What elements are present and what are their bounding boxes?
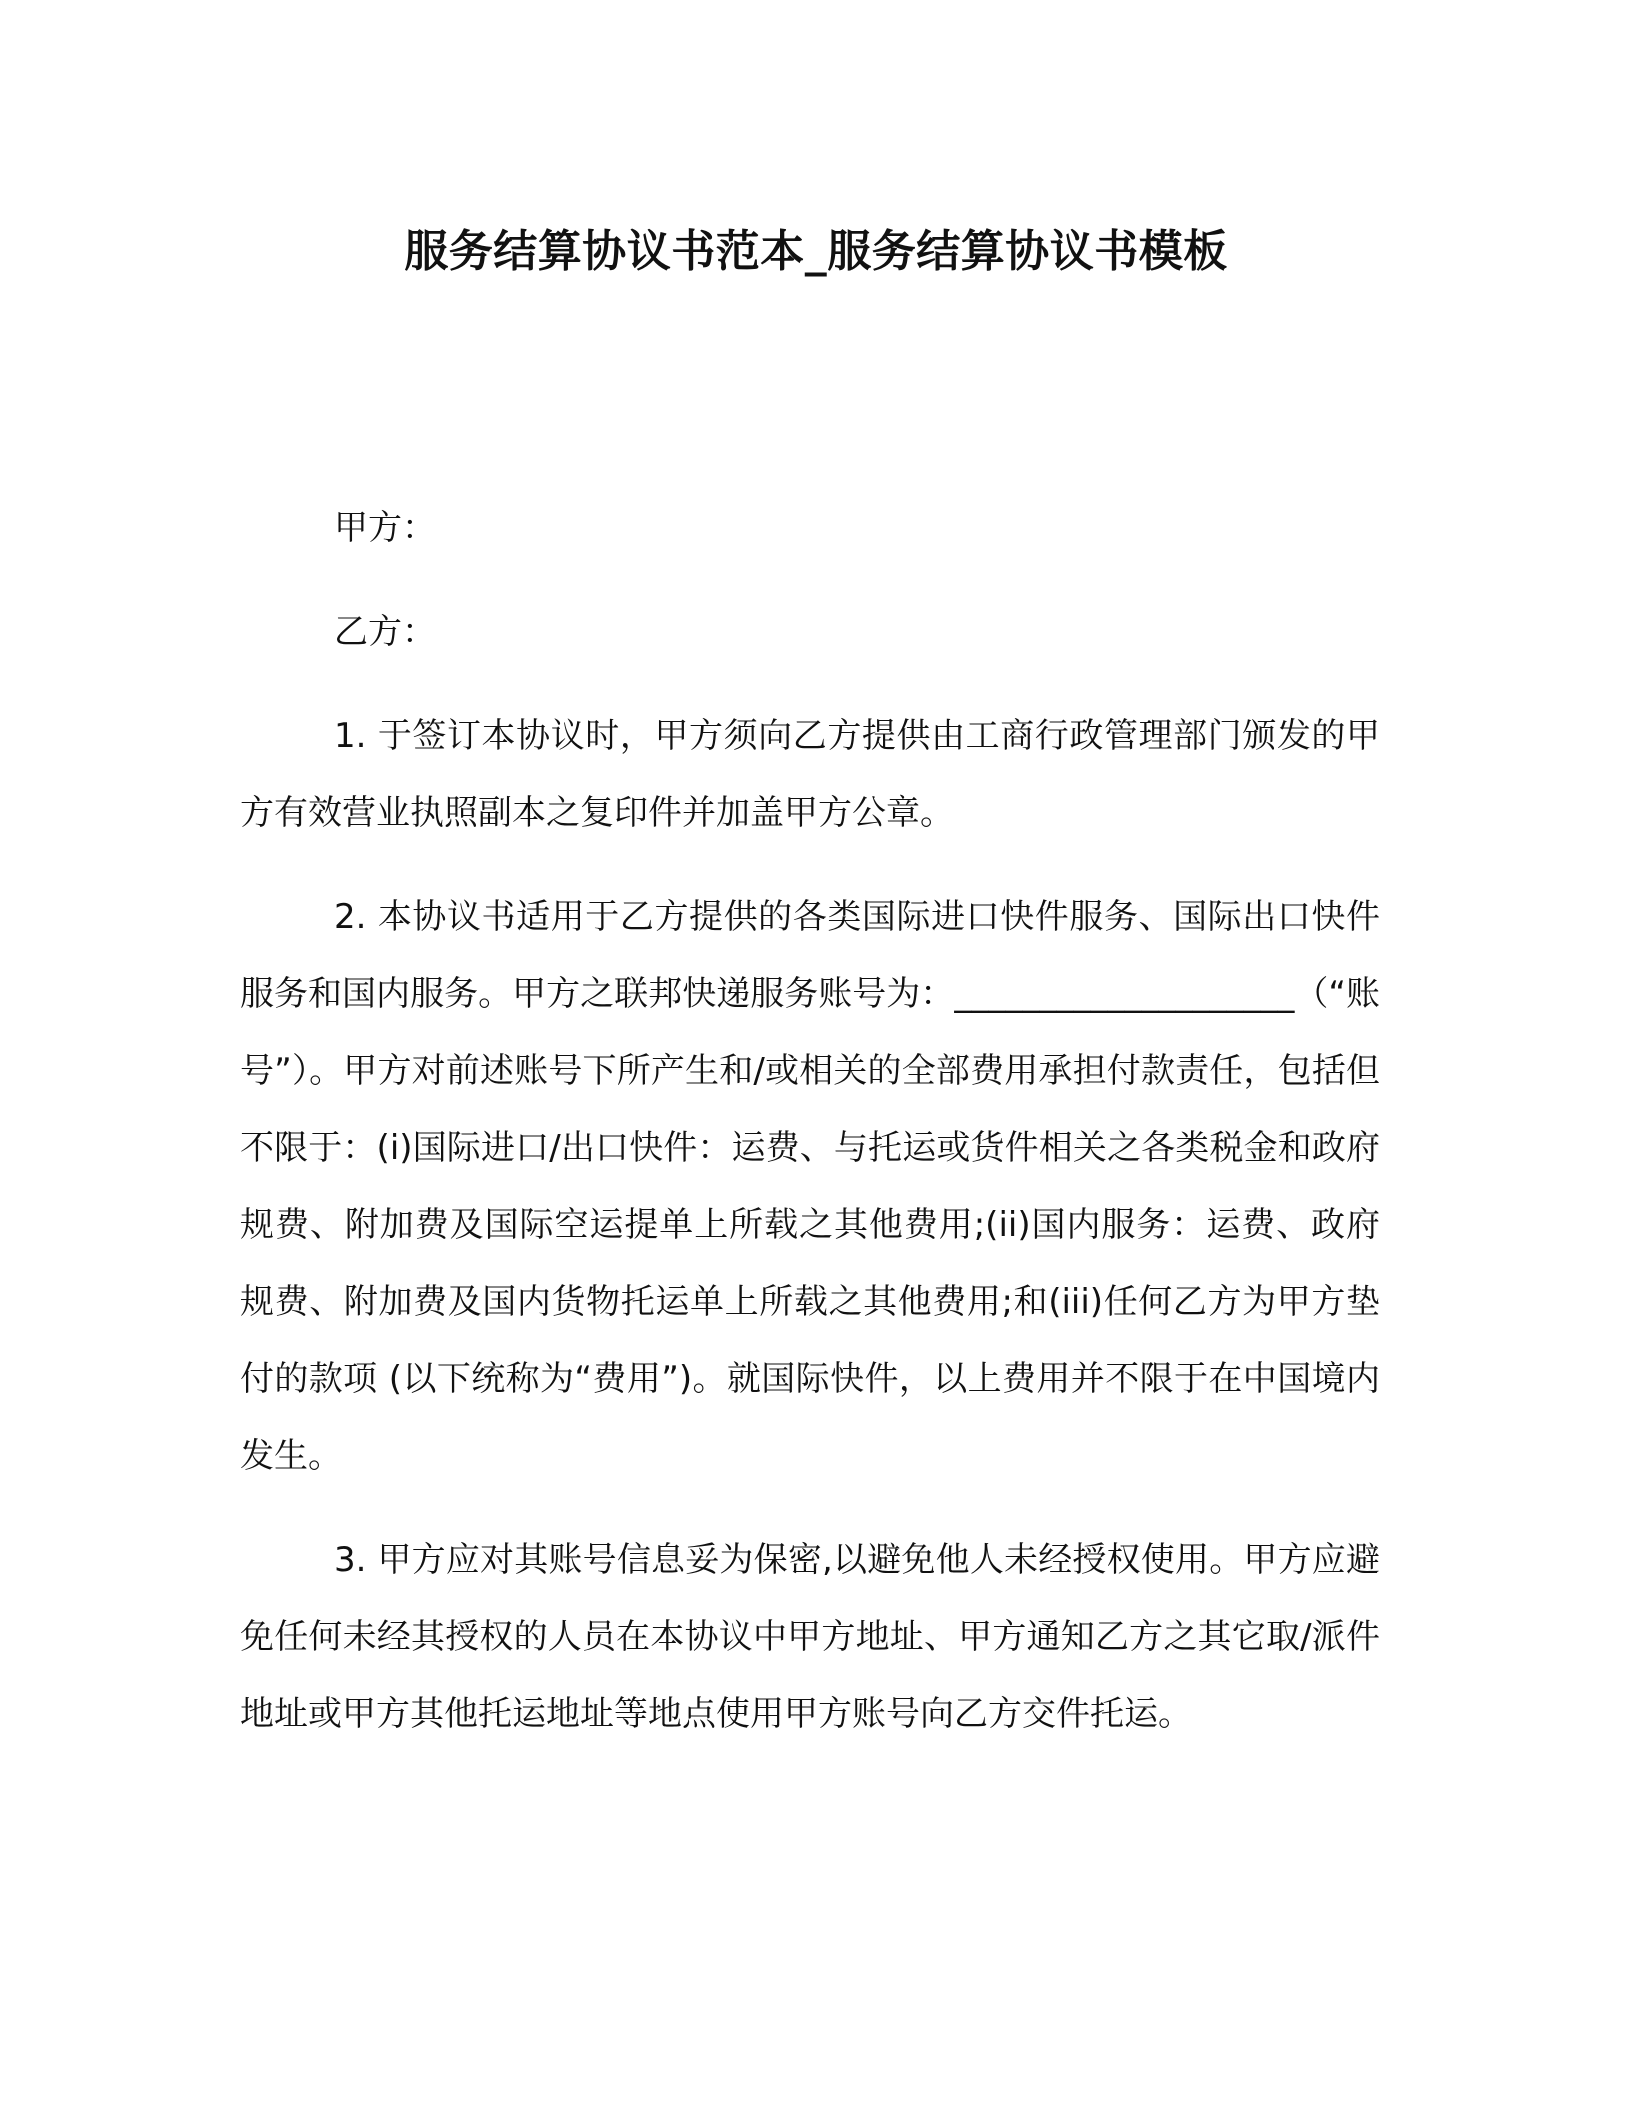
clause-1: 1. 于签订本协议时，甲方须向乙方提供由工商行政管理部门颁发的甲方有效营业执照副本之复印件并加盖甲方公章。 bbox=[240, 716, 1380, 833]
document-body bbox=[240, 490, 1380, 1780]
clause-2: 2. 本协议书适用于乙方提供的各类国际进口快件服务、国际出口快件服务和国内服务。甲方之联邦快递服务账号为：____________________（“账号”）。甲方对前述账号下所产生和/或相关的全部费用承担付款责任，包括但不限于：(i)国际进口/出口快件：运费、与托运或货件相关之各类税金和政府规费、附加费及国际空运提单上所载之其他费用;(ii)国内服务：运费、政府规费、附加费及国内货物托运单上所载之其他费用;和(iii)任何乙方为甲方垫付的款项 (以下统称为“费用”)。就国际快件，以上费用并不限于在中国境内发生。 bbox=[240, 897, 1380, 1476]
clause-3: 3. 甲方应对其账号信息妥为保密,以避免他人未经授权使用。甲方应避免任何未经其授权的人员在本协议中甲方地址、甲方通知乙方之其它取/派件地址或甲方其他托运地址等地点使用甲方账号向乙方交件托运。 bbox=[240, 1540, 1380, 1734]
page-title: 服务结算协议书范本_服务结算协议书模板 bbox=[404, 226, 1228, 277]
party-b-label: 乙方： bbox=[334, 612, 436, 652]
party-a-label: 甲方： bbox=[334, 508, 436, 548]
